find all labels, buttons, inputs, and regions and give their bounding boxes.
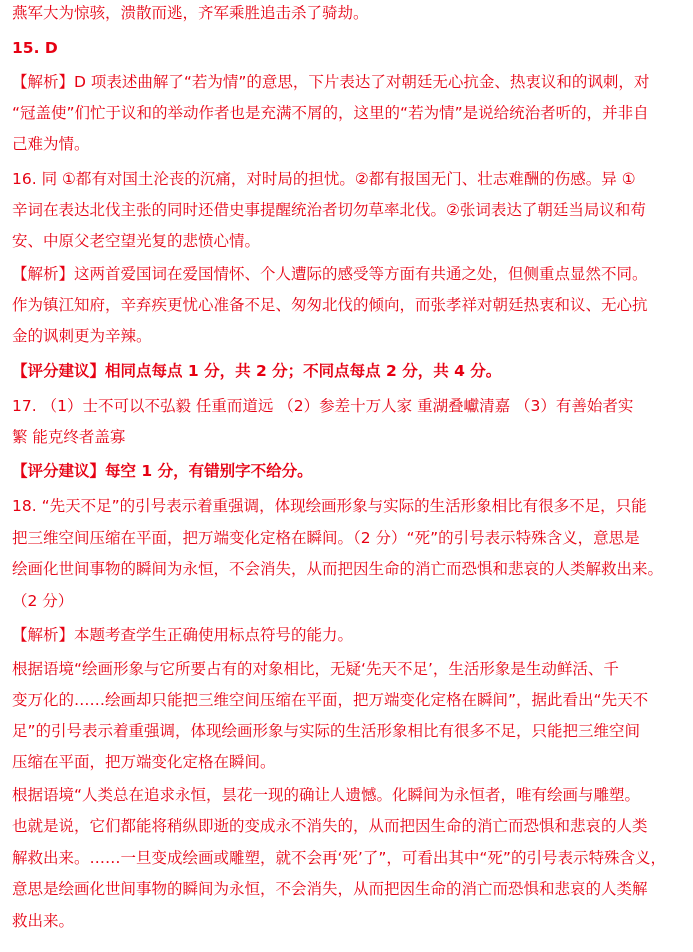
q18-answer-line-3: 绘画化世间事物的瞬间为永恒，不会消失，从而把因生命的消亡而恐惧和悲哀的人类解救出来。 xyxy=(12,560,664,578)
q16-answer-line-2: 辛词在表达北伐主张的同时还借史事提醒统治者切勿草率北伐。②张词表达了朝廷当局议和苟 xyxy=(12,201,646,219)
q15-answer: 15. D xyxy=(12,39,58,57)
story-ending-line: 燕军大为惊骇，溃散而逃，齐军乘胜追击杀了骑劫。 xyxy=(12,4,369,22)
q18-analysis-line-4: 压缩在平面，把万端变化定格在瞬间。 xyxy=(12,753,276,771)
q18-analysis-line-3: 足”的引号表示着重强调，体现绘画形象与实际的生活形象相比有很多不足，只能把三维空间 xyxy=(12,722,641,740)
q18-answer-line-1: 18. “先天不足”的引号表示着重强调，体现绘画形象与实际的生活形象相比有很多不足，只能 xyxy=(12,497,647,515)
q16-answer-line-1: 16. 同 ①都有对国土沦丧的沉痛，对时局的担忧。②都有报国无门、壮志难酬的伤感。异 ① xyxy=(12,170,636,188)
q18-analysis-heading: 【解析】本题考查学生正确使用标点符号的能力。 xyxy=(12,626,354,644)
q18-analysis-line-6: 也就是说，它们都能将稍纵即逝的变成永不消失的，从而把因生命的消亡而恐惧和悲哀的人类 xyxy=(12,817,648,835)
q18-answer-line-2: 把三维空间压缩在平面，把万端变化定格在瞬间。（2 分）“死”的引号表示特殊含义，意思是 xyxy=(12,529,640,547)
q18-analysis-line-9: 救出来。 xyxy=(12,912,75,930)
q18-analysis-line-8: 意思是绘画化世间事物的瞬间为永恒，不会消失，从而把因生命的消亡而恐惧和悲哀的人类解 xyxy=(12,880,648,898)
q16-analysis-line-3: 金的讽刺更为辛辣。 xyxy=(12,327,152,345)
q16-analysis-line-1: 【解析】这两首爱国词在爱国情怀、个人遭际的感受等方面有共通之处，但侧重点显然不同。 xyxy=(12,265,648,283)
q18-analysis-line-2: 变万化的……绘画却只能把三维空间压缩在平面，把万端变化定格在瞬间”，据此看出“先天不 xyxy=(12,691,649,709)
q17-scoring-note: 【评分建议】每空 1 分，有错别字不给分。 xyxy=(12,462,313,480)
q16-analysis-line-2: 作为镇江知府，辛弃疾更忧心准备不足、匆匆北伐的倾向，而张孝祥对朝廷热衷和议、无心抗 xyxy=(12,296,648,314)
q16-answer-line-3: 安、中原父老空望光复的悲愤心情。 xyxy=(12,232,261,250)
q18-analysis-line-5: 根据语境“人类总在追求永恒，昙花一现的确让人遗憾。化瞬间为永恒者，唯有绘画与雕塑。 xyxy=(12,786,641,804)
q17-answer-line-1: 17. （1）士不可以不弘毅 任重而道远 （2）参差十万人家 重湖叠巘清嘉 （3）有善始者实 xyxy=(12,397,634,415)
q17-answer-line-2: 繁 能克终者盖寡 xyxy=(12,428,126,446)
q15-analysis-line-3: 己难为情。 xyxy=(12,135,90,153)
q18-analysis-line-7: 解救出来。……一旦变成绘画或雕塑，就不会再‘死’了”，可看出其中“死”的引号表示特殊含义， xyxy=(12,849,666,867)
q15-analysis-line-1: 【解析】D 项表述曲解了“若为情”的意思，下片表达了对朝廷无心抗金、热衷议和的讽刺，对 xyxy=(12,73,650,91)
q16-scoring-note: 【评分建议】相同点每点 1 分，共 2 分；不同点每点 2 分，共 4 分。 xyxy=(12,362,502,380)
q18-answer-line-4: （2 分） xyxy=(12,592,74,610)
q15-analysis-line-2: “冠盖使”们忙于议和的举动作者也是充满不屑的，这里的“若为情”是说给统治者听的，并非自 xyxy=(12,104,649,122)
q18-analysis-line-1: 根据语境“绘画形象与它所要占有的对象相比，无疑‘先天不足’，生活形象是生动鲜活、千 xyxy=(12,660,619,678)
